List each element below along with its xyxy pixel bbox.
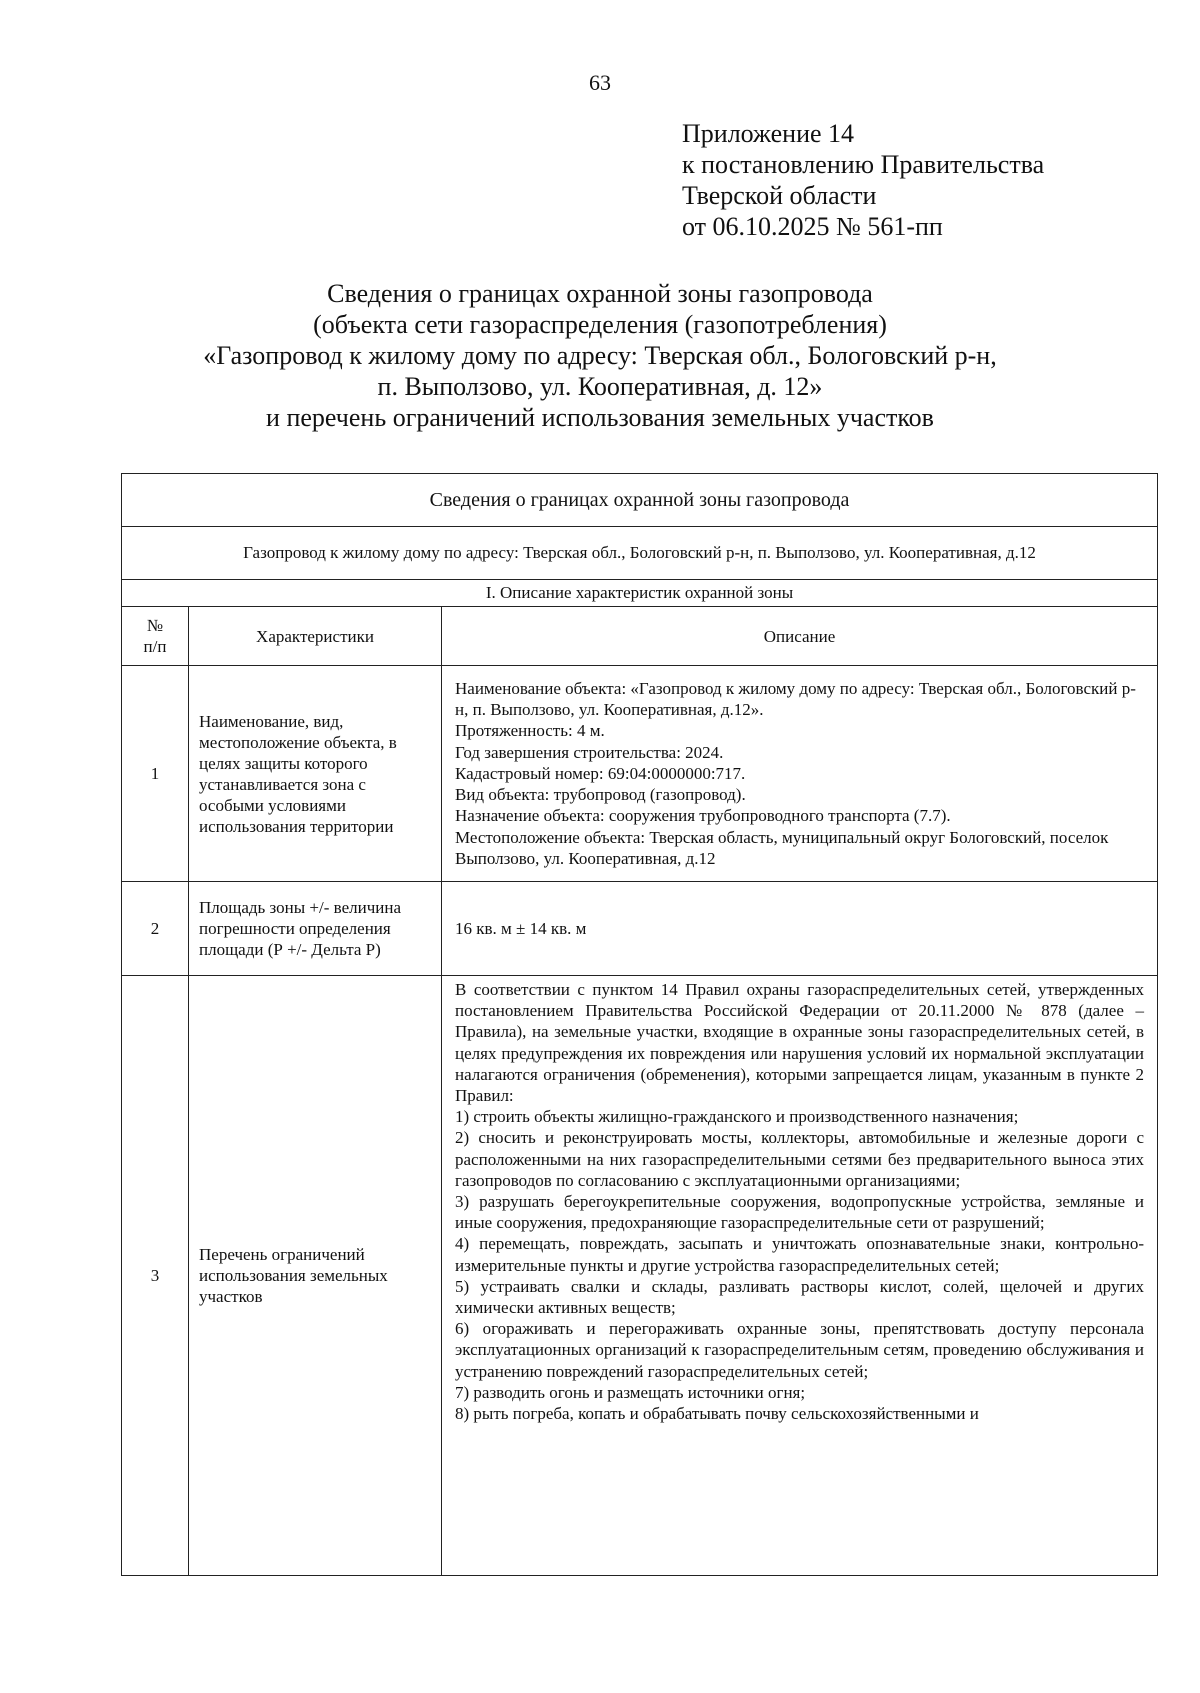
row-number: 1 xyxy=(122,666,189,882)
title-line: (объекта сети газораспределения (газопотребления) xyxy=(313,310,887,339)
description-line: Наименование объекта: «Газопровод к жилому дому по адресу: Тверская обл., Бологовский р-н, п. Выползово, ул. Кооперативная, д.12». xyxy=(455,679,1136,720)
page-number: 63 xyxy=(589,70,611,95)
protection-zone-table xyxy=(121,473,1158,1576)
appendix-line: к постановлению Правительства xyxy=(682,150,1045,179)
description-line: Протяженность: 4 м. xyxy=(455,721,605,741)
title-line: и перечень ограничений использования земельных участков xyxy=(266,403,934,432)
table-header-object: Газопровод к жилому дому по адресу: Тверская обл., Бологовский р-н, п. Выползово, ул. Кооперативная, д.12 xyxy=(122,527,1158,580)
row-description xyxy=(442,882,1158,976)
description-line: Год завершения строительства: 2024. xyxy=(455,742,724,762)
description-line: Кадастровый номер: 69:04:0000000:717. xyxy=(455,763,746,783)
column-header-number-line2: п/п xyxy=(143,637,167,656)
row-characteristic: Площадь зоны +/- величина погрешности определения площади (Р +/- Дельта Р) xyxy=(189,882,442,976)
description-paragraph: 6) огораживать и перегораживать охранные зоны, препятствовать доступу персонала эксплуатационных организаций к газораспределительным сетям, проведению обслуживания и устранению повреждений газораспределительных сетей; xyxy=(455,1319,1145,1381)
table-section-title: I. Описание характеристик охранной зоны xyxy=(122,580,1158,607)
row-description xyxy=(442,976,1158,1576)
appendix-line: Приложение 14 xyxy=(682,119,855,148)
appendix-block xyxy=(682,118,1044,242)
table-row xyxy=(122,666,1158,882)
description-paragraph: В соответствии с пунктом 14 Правил охраны газораспределительных сетей, утвержденных постановлением Правительства Российской Федерации от 20.11.2000 № 878 (далее – Правила), на земельные участки, входящие в охранные зоны газораспределительных сетей, в целях предупреждения их повреждения или нарушения условий их нормальной эксплуатации налагаются ограничения (обременения), которыми запрещается лицам, указанным в пункте 2 Правил: xyxy=(455,980,1145,1106)
column-header-description: Описание xyxy=(442,607,1158,666)
description-line: Местоположение объекта: Тверская область, муниципальный округ Бологовский, поселок Выползово, ул. Кооперативная, д.12 xyxy=(455,827,1109,868)
table-row xyxy=(122,976,1158,1576)
description-paragraph: 7) разводить огонь и размещать источники огня; xyxy=(455,1382,806,1402)
description-paragraph: 4) перемещать, повреждать, засыпать и уничтожать опознавательные знаки, контрольно-измерительные пункты и другие устройства газораспределительных сетей; xyxy=(455,1234,1145,1275)
table-row xyxy=(122,882,1158,976)
description-paragraph: 8) рыть погреба, копать и обрабатывать почву сельскохозяйственными и xyxy=(455,1404,979,1424)
title-line: п. Выползово, ул. Кооперативная, д. 12» xyxy=(377,372,823,401)
column-header-number-line1: № xyxy=(146,616,164,635)
document-title xyxy=(100,278,1100,433)
appendix-line: Тверской области xyxy=(682,181,877,210)
row-characteristic: Перечень ограничений использования земельных участков xyxy=(189,976,442,1576)
table-header-title: Сведения о границах охранной зоны газопровода xyxy=(122,474,1158,527)
description-line: 16 кв. м ± 14 кв. м xyxy=(455,918,587,938)
description-line: Вид объекта: трубопровод (газопровод). xyxy=(455,785,746,805)
description-paragraph: 2) сносить и реконструировать мосты, коллекторы, автомобильные и железные дороги с расположенными на них газораспределительными сетями без предварительного выноса этих газопроводов по согласованию с эксплуатационными организациями; xyxy=(455,1128,1145,1190)
description-paragraph: 1) строить объекты жилищно-гражданского и производственного назначения; xyxy=(455,1107,1019,1127)
description-paragraph: 5) устраивать свалки и склады, разливать растворы кислот, солей, щелочей и других химически активных веществ; xyxy=(455,1276,1145,1318)
description-paragraph: 3) разрушать берегоукрепительные сооружения, водопропускные устройства, земляные и иные сооружения, предохраняющие газораспределительные сети от разрушений; xyxy=(455,1192,1145,1233)
description-line: Назначение объекта: сооружения трубопроводного транспорта (7.7). xyxy=(455,806,951,826)
row-characteristic: Наименование, вид, местоположение объекта, в целях защиты которого устанавливается зона с особыми условиями использования территории xyxy=(189,666,442,882)
row-description xyxy=(442,666,1158,882)
row-number: 3 xyxy=(122,976,189,1576)
appendix-line: от 06.10.2025 № 561-пп xyxy=(682,212,943,241)
column-header-characteristics: Характеристики xyxy=(189,607,442,666)
column-header-number xyxy=(122,607,189,666)
row-number: 2 xyxy=(122,882,189,976)
title-line: Сведения о границах охранной зоны газопровода xyxy=(327,279,873,308)
title-line: «Газопровод к жилому дому по адресу: Тверская обл., Бологовский р-н, xyxy=(203,341,997,370)
